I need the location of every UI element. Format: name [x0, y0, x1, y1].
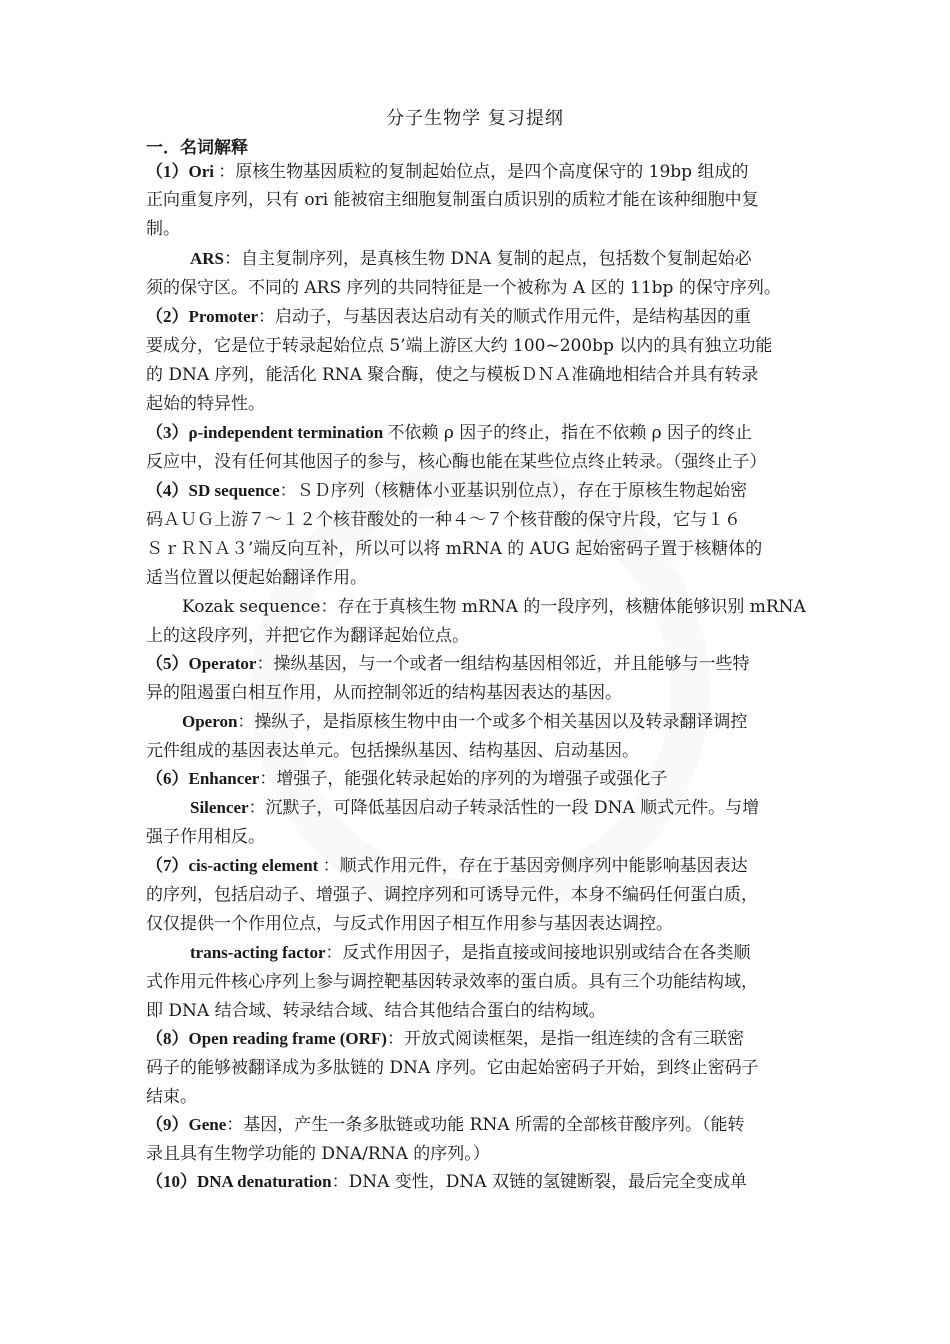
text-line: [146, 825, 265, 849]
definition-text: ：DNA 变性，DNA 双链的氢键断裂，最后完全变成单: [331, 1172, 747, 1192]
definition-text: 的 DNA 序列，能活化 RNA 聚合酶，使之与模板ＤＮＡ准确地相结合并具有转录: [146, 365, 759, 385]
definition-text: ：基因，产生一条多肽链或功能 RNA 所需的全部核苷酸序列。（能转: [226, 1115, 745, 1135]
definition-text: ：原核生物基因质粒的复制起始位点，是四个高度保守的 19bp 组成的: [218, 162, 749, 182]
text-line: [146, 883, 758, 907]
term-label: ARS: [190, 249, 225, 268]
definition-text: ：沉默子，可降低基因启动子转录活性的一段 DNA 顺式元件。与增: [248, 798, 760, 818]
text-line: [146, 624, 469, 648]
text-line: [190, 796, 759, 820]
definition-text: ：反式作用因子，是指直接或间接地识别或结合在各类顺: [325, 943, 751, 963]
definition-text: ：开放式阅读框架，是指一组连续的含有三联密: [386, 1029, 744, 1049]
term-label: （6）Enhancer: [146, 769, 260, 788]
text-line: [146, 479, 747, 503]
definition-text: 上的这段序列，并把它作为翻译起始位点。: [146, 626, 469, 646]
term-label: （8）Open reading frame (ORF): [146, 1029, 387, 1048]
text-line: [146, 566, 367, 590]
definition-text: ：操纵基因，与一个或者一组结构基因相邻近，并且能够与一些特: [256, 654, 750, 674]
text-line: [146, 999, 606, 1023]
definition-text: 反应中，没有任何其他因子的参与，核心酶也能在某些位点终止转录。（强终止子）: [146, 452, 767, 472]
term-label: （5）Operator: [146, 654, 257, 673]
definition-text: 仅仅提供一个作用位点，与反式作用因子相互作用参与基因表达调控。: [146, 914, 673, 934]
text-line: [146, 188, 759, 212]
text-line: [146, 1027, 744, 1051]
text-line: [146, 508, 741, 532]
definition-text: ：顺式作用元件，存在于基因旁侧序列中能影响基因表达: [322, 856, 748, 876]
text-line: [146, 1170, 747, 1194]
term-label: trans-acting factor: [190, 943, 326, 962]
definition-text: 录且具有生物学功能的 DNA/RNA 的序列。）: [146, 1144, 490, 1164]
text-line: [146, 537, 762, 561]
term-label: Silencer: [190, 798, 249, 817]
text-line: [190, 941, 751, 965]
text-line: [146, 276, 781, 300]
term-label: （4）SD sequence: [146, 481, 280, 500]
text-line: [146, 305, 751, 329]
definition-text: 须的保守区。不同的 ARS 序列的共同特征是一个被称为 A 区的 11bp 的保守序列。: [146, 278, 781, 298]
definition-text: Kozak sequence：存在于真核生物 mRNA 的一段序列，核糖体能够识别 mRNA: [182, 597, 806, 617]
text-line: [146, 652, 749, 676]
term-label: （10）DNA denaturation: [146, 1172, 332, 1191]
section-heading: 一．名词解释: [146, 138, 248, 158]
definition-text: 式作用元件核心序列上参与调控靶基因转录效率的蛋白质。具有三个功能结构域，: [146, 972, 758, 992]
text-line: [146, 1113, 745, 1137]
definition-text: 即 DNA 结合域、转录结合域、结合其他结合蛋白的结构域。: [146, 1001, 606, 1021]
text-line: [190, 247, 752, 271]
text-line: [146, 970, 758, 994]
definition-text: 的序列，包括启动子、增强子、调控序列和可诱导元件，本身不编码任何蛋白质，: [146, 885, 758, 905]
definition-text: 适当位置以便起始翻译作用。: [146, 568, 367, 588]
definition-text: 要成分，它是位于转录起始位点 5’端上游区大约 100~200bp 以内的具有独立功能: [146, 336, 773, 356]
text-line: [146, 1085, 197, 1109]
term-label: Operon: [182, 712, 238, 731]
text-line: [146, 450, 767, 474]
definition-text: 结束。: [146, 1087, 197, 1107]
definition-text: 元件组成的基因表达单元。包括操纵基因、结构基因、启动基因。: [146, 741, 639, 761]
definition-text: 码ＡＵＧ上游７～１２个核苷酸处的一种４～７个核苷酸的保守片段，它与１６: [146, 510, 741, 530]
definition-text: ：启动子，与基因表达启动有关的顺式作用元件，是结构基因的重: [258, 307, 752, 327]
term-label: （7）cis-acting element: [146, 856, 323, 875]
text-line: [146, 1056, 759, 1080]
definition-text: ：操纵子，是指原核生物中由一个或多个相关基因以及转录翻译调控: [237, 712, 748, 732]
term-label: （3）ρ-independent termination: [146, 423, 388, 442]
text-line: [146, 392, 265, 416]
definition-text: ＳｒＲＮＡ３’端反向互补，所以可以将 mRNA 的 AUG 起始密码子置于核糖体的: [146, 539, 763, 559]
definition-text: 码子的能够被翻译成为多肽链的 DNA 序列。它由起始密码子开始，到终止密码子: [146, 1058, 759, 1078]
definition-text: ：ＳＤ序列（核糖体小亚基识别位点），存在于原核生物起始密: [279, 481, 748, 501]
definition-text: ：增强子，能强化转录起始的序列的为增强子或强化子: [259, 769, 668, 789]
text-line: [146, 363, 758, 387]
definition-text: 不依赖 ρ 因子的终止，指在不依赖 ρ 因子的终止: [387, 423, 753, 443]
definition-text: ：自主复制序列，是真核生物 DNA 复制的起点，包括数个复制起始必: [224, 249, 752, 269]
text-line: [146, 681, 622, 705]
page-title: 分子生物学 复习提纲: [386, 108, 564, 129]
text-line: [146, 334, 772, 358]
definition-text: 正向重复序列，只有 ori 能被宿主细胞复制蛋白质识别的质粒才能在该种细胞中复: [146, 190, 759, 210]
text-line: [146, 421, 752, 445]
term-label: （1）Ori: [146, 162, 219, 181]
text-line: [146, 767, 667, 791]
text-line: [146, 217, 180, 241]
term-label: （9）Gene: [146, 1115, 227, 1134]
text-line: [146, 739, 639, 763]
text-line: [182, 710, 747, 734]
term-label: （2）Promoter: [146, 307, 259, 326]
text-line: [146, 912, 673, 936]
text-line: [146, 1142, 490, 1166]
definition-text: 异的阻遏蛋白相互作用，从而控制邻近的结构基因表达的基因。: [146, 683, 622, 703]
text-line: [146, 854, 748, 878]
definition-text: 起始的特异性。: [146, 394, 265, 414]
text-line: [146, 160, 748, 184]
definition-text: 制。: [146, 219, 180, 239]
text-line: [182, 595, 806, 619]
definition-text: 强子作用相反。: [146, 827, 265, 847]
